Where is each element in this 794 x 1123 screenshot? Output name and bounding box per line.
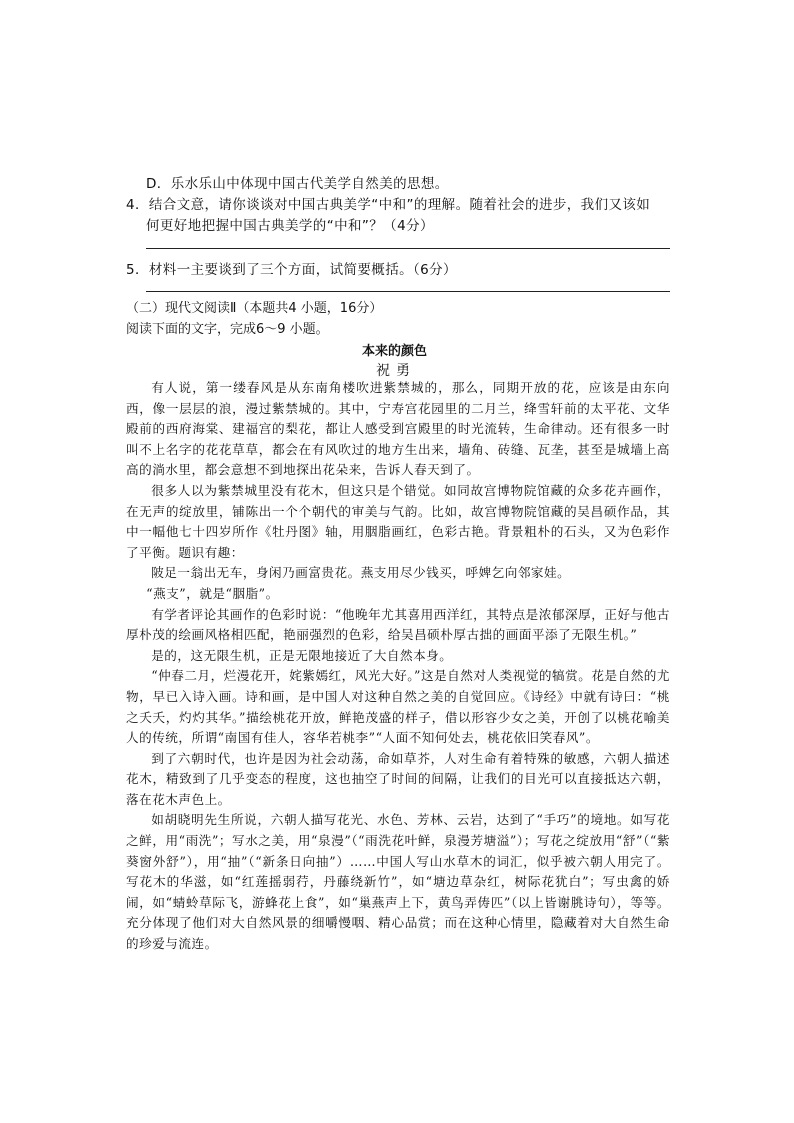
- paragraph: 有人说，第一缕春风是从东南角楼吹进紫禁城的，那么，同期开放的花，应该是由东向西，像一层层的浪，漫过紫禁城的。其中，宁寿宫花园里的二月兰，绛雪轩前的太平花、文华殿前的西府海棠、建福宫的梨花，都让人感受到宫殿里的时光流转，生命律动。还有很多一时叫不上名字的花花草草，都会在有风吹过的地方生出来，墙角、砖缝、瓦垄，甚至是城墙上高高的淌水里，都会意想不到地探出花朵来，告诉人春天到了。: [126, 380, 670, 478]
- question-4-line-1: 4．结合文意，请你谈谈对中国古典美学“中和”的理解。随着社会的进步，我们又该如: [126, 197, 651, 213]
- answer-line-q4: [146, 248, 670, 249]
- paragraph: “燕支”，就是“胭脂”。: [146, 585, 279, 601]
- article-title: 本来的颜色: [362, 344, 428, 359]
- section-instruction: 阅读下面的文字，完成6～9 小题。: [126, 322, 329, 337]
- question-4-line-2: 何更好地把握中国古典美学的“中和”？（4分）: [146, 218, 434, 234]
- question-5: 5．材料一主要谈到了三个方面，试简要概括。（6分）: [126, 262, 457, 278]
- paragraph: 很多人以为紫禁城里没有花木，但这只是个错觉。如同故宫博物院馆藏的众多花卉画作，在无声的绽放里，铺陈出一个个朝代的审美与气韵。比如，故宫博物院馆藏的吴昌硕作品，其中一幅他七十四岁所作《牡丹图》轴，用胭脂画红，色彩古艳。背景粗朴的石头，又为色彩作了平衡。题识有趣：: [126, 482, 670, 560]
- paragraph: 到了六朝时代，也许是因为社会动荡，命如草芥，人对生命有着特殊的敏感，六朝人描述花木，精致到了几乎变态的程度，这也抽空了时间的间隔，让我们的目光可以直接抵达六朝，落在花木声色上。: [126, 750, 670, 807]
- paragraph: 有学者评论其画作的色彩时说：“他晚年尤其喜用西洋红，其特点是浓郁深厚，正好与他古厚朴茂的绘画风格相匹配，艳丽强烈的色彩，给吴昌硕朴厚古拙的画面平添了无限生机。”: [126, 606, 670, 643]
- poem-inscription: 陂足一翁出无车，身闲乃画富贵花。燕支用尽少钱买，呼婢乞向邻家娃。: [151, 565, 571, 581]
- paragraph: 如胡晓明先生所说，六朝人描写花光、水色、芳林、云岩，达到了“手巧”的境地。如写花之鲜，用“雨洗”；写水之美，用“泉漫”（“雨洗花叶鲜，泉漫芳塘溢”）；写花之绽放用“舒”（“紫葵窗外舒”），用“抽”（“新条日向抽”）……中国人写山水草木的词汇，似乎被六朝人用完了。写花木的华滋，如“红莲摇弱荇，丹藤绕新竹”，如“塘边草杂红，树际花犹白”；写虫禽的娇闹，如“蜻蛉草际飞，游蜂花上食”，如“巢燕声上下，黄鸟弄俦匹”（以上皆谢朓诗句），等等。充分体现了他们对大自然风景的细嚼慢咽、精心品赏；而在这种心情里，隐藏着对大自然生命的珍爱与流连。: [126, 812, 670, 952]
- section-heading: （二）现代文阅读Ⅱ（本题共4 小题，16分）: [126, 301, 383, 316]
- option-d: D．乐水乐山中体现中国古代美学自然美的思想。: [146, 176, 449, 192]
- paragraph: “仲春二月，烂漫花开，姹紫嫣红，风光大好。”这是自然对人类视觉的犒赏。花是自然的尤物，早已入诗入画。诗和画，是中国人对这种自然之美的自觉回应。《诗经》中就有诗曰：“桃之夭夭，灼灼其华。”描绘桃花开放，鲜艳茂盛的样子，借以形容少女之美，开创了以桃花喻美人的传统，所谓“南国有佳人，容华若桃李”“人面不知何处去，桃花依旧笑春风”。: [126, 668, 670, 746]
- article-author: 祝勇: [376, 363, 416, 379]
- answer-line-q5: [146, 291, 670, 292]
- paragraph: 是的，这无限生机，正是无限地接近了大自然本身。: [151, 647, 453, 663]
- article-body: [126, 378, 670, 955]
